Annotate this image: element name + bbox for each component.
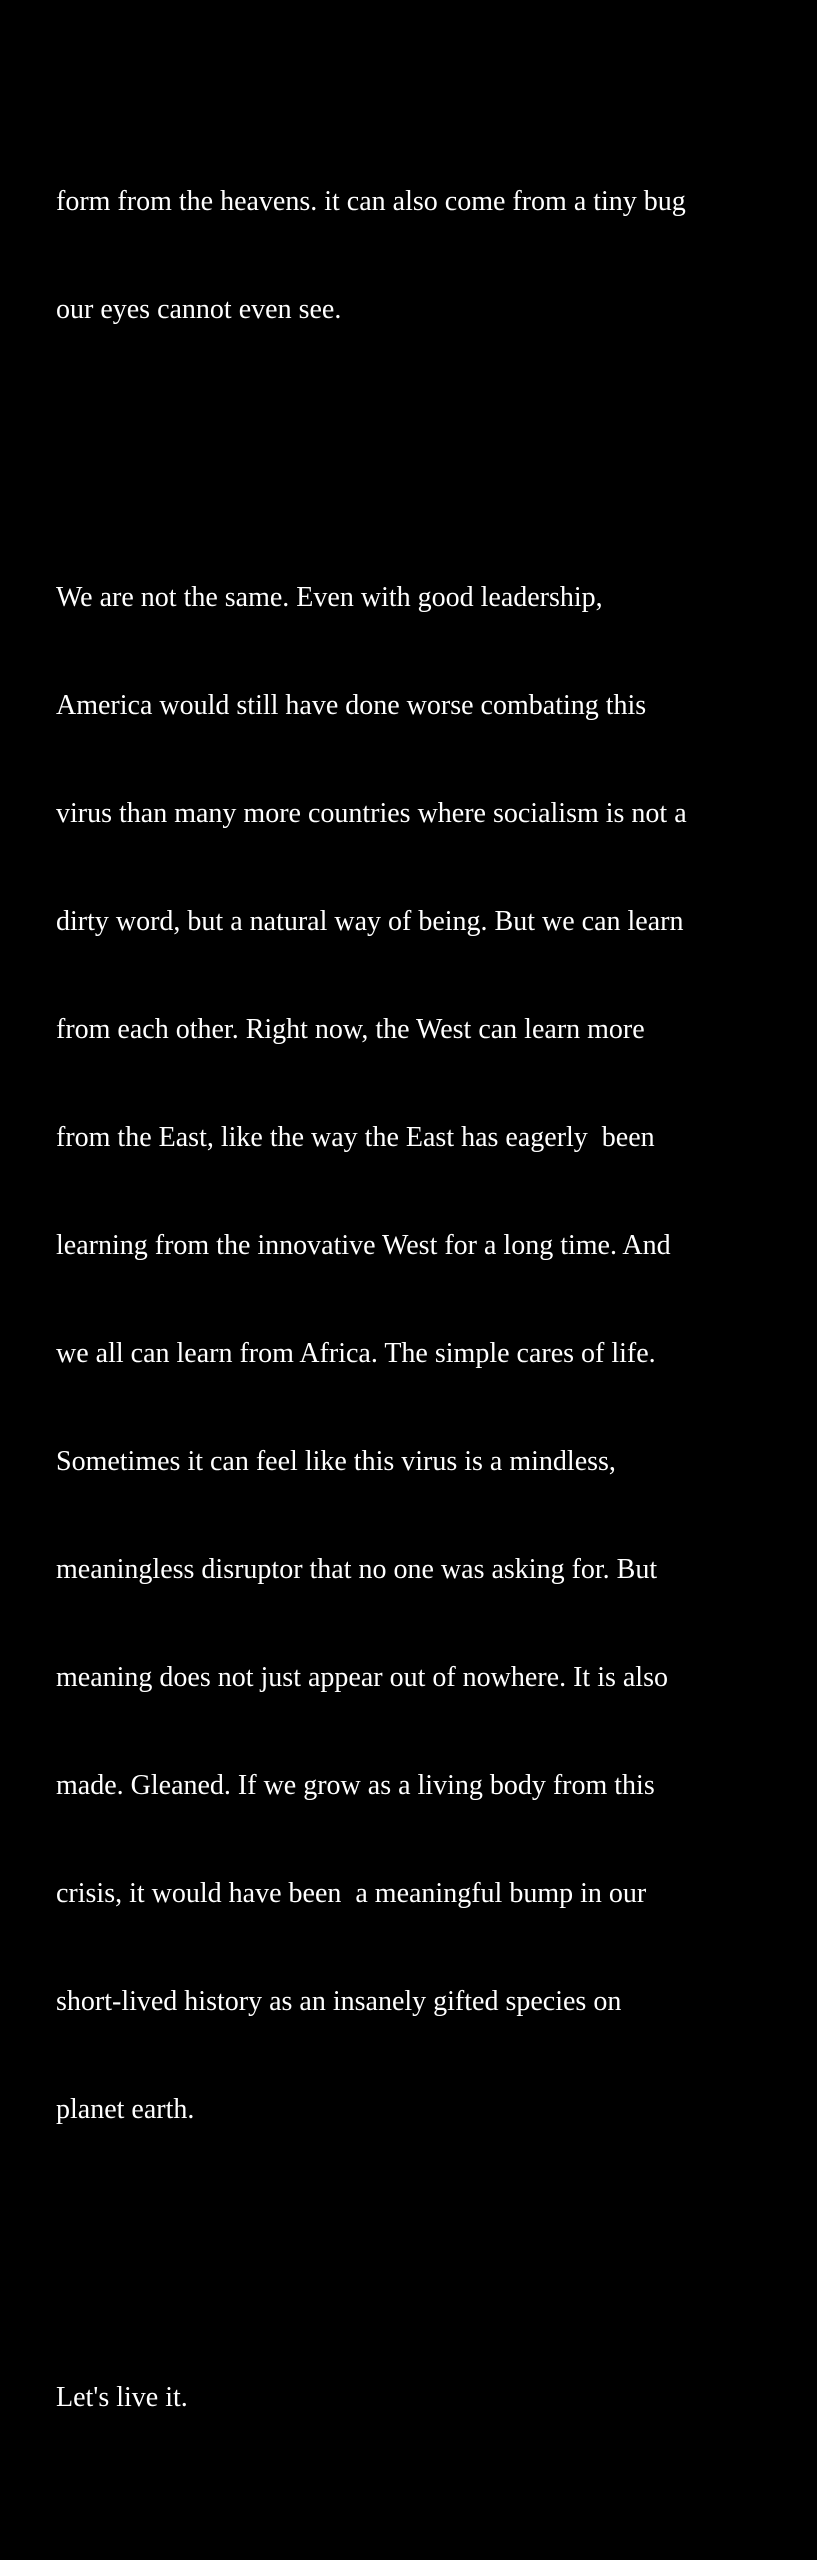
text-line: from each other. Right now, the West can learn more	[56, 1014, 645, 1045]
text-line: made. Gleaned. If we grow as a living body from this	[56, 1770, 655, 1801]
text-line: We are not the same. Even with good leadership,	[56, 582, 603, 613]
text-line: short-lived history as an insanely gifted species on	[56, 1986, 622, 2017]
text-line: dirty word, but a natural way of being. But we can learn	[56, 906, 684, 937]
paragraph-1	[56, 112, 801, 400]
text-line: learning from the innovative West for a long time. And	[56, 1230, 671, 1261]
text-line: America would still have done worse combating this	[56, 690, 647, 721]
text-line: Let's live it.	[56, 2382, 188, 2413]
paragraph-3	[56, 2308, 801, 2488]
text-line: we all can learn from Africa. The simple cares of life.	[56, 1338, 656, 1369]
text-line: meaning does not just appear out of nowhere. It is also	[56, 1662, 668, 1693]
text-line: form from the heavens. it can also come from a tiny bug	[56, 186, 686, 217]
text-line: Sometimes it can feel like this virus is a mindless,	[56, 1446, 616, 1477]
document-body	[56, 40, 801, 2560]
paragraph-2	[56, 508, 801, 2200]
text-line: planet earth.	[56, 2094, 195, 2125]
text-line: meaningless disruptor that no one was asking for. But	[56, 1554, 658, 1585]
text-line: our eyes cannot even see.	[56, 294, 342, 325]
text-line: virus than many more countries where socialism is not a	[56, 798, 687, 829]
text-line: crisis, it would have been a meaningful bump in our	[56, 1878, 647, 1909]
text-line: from the East, like the way the East has eagerly been	[56, 1122, 655, 1153]
